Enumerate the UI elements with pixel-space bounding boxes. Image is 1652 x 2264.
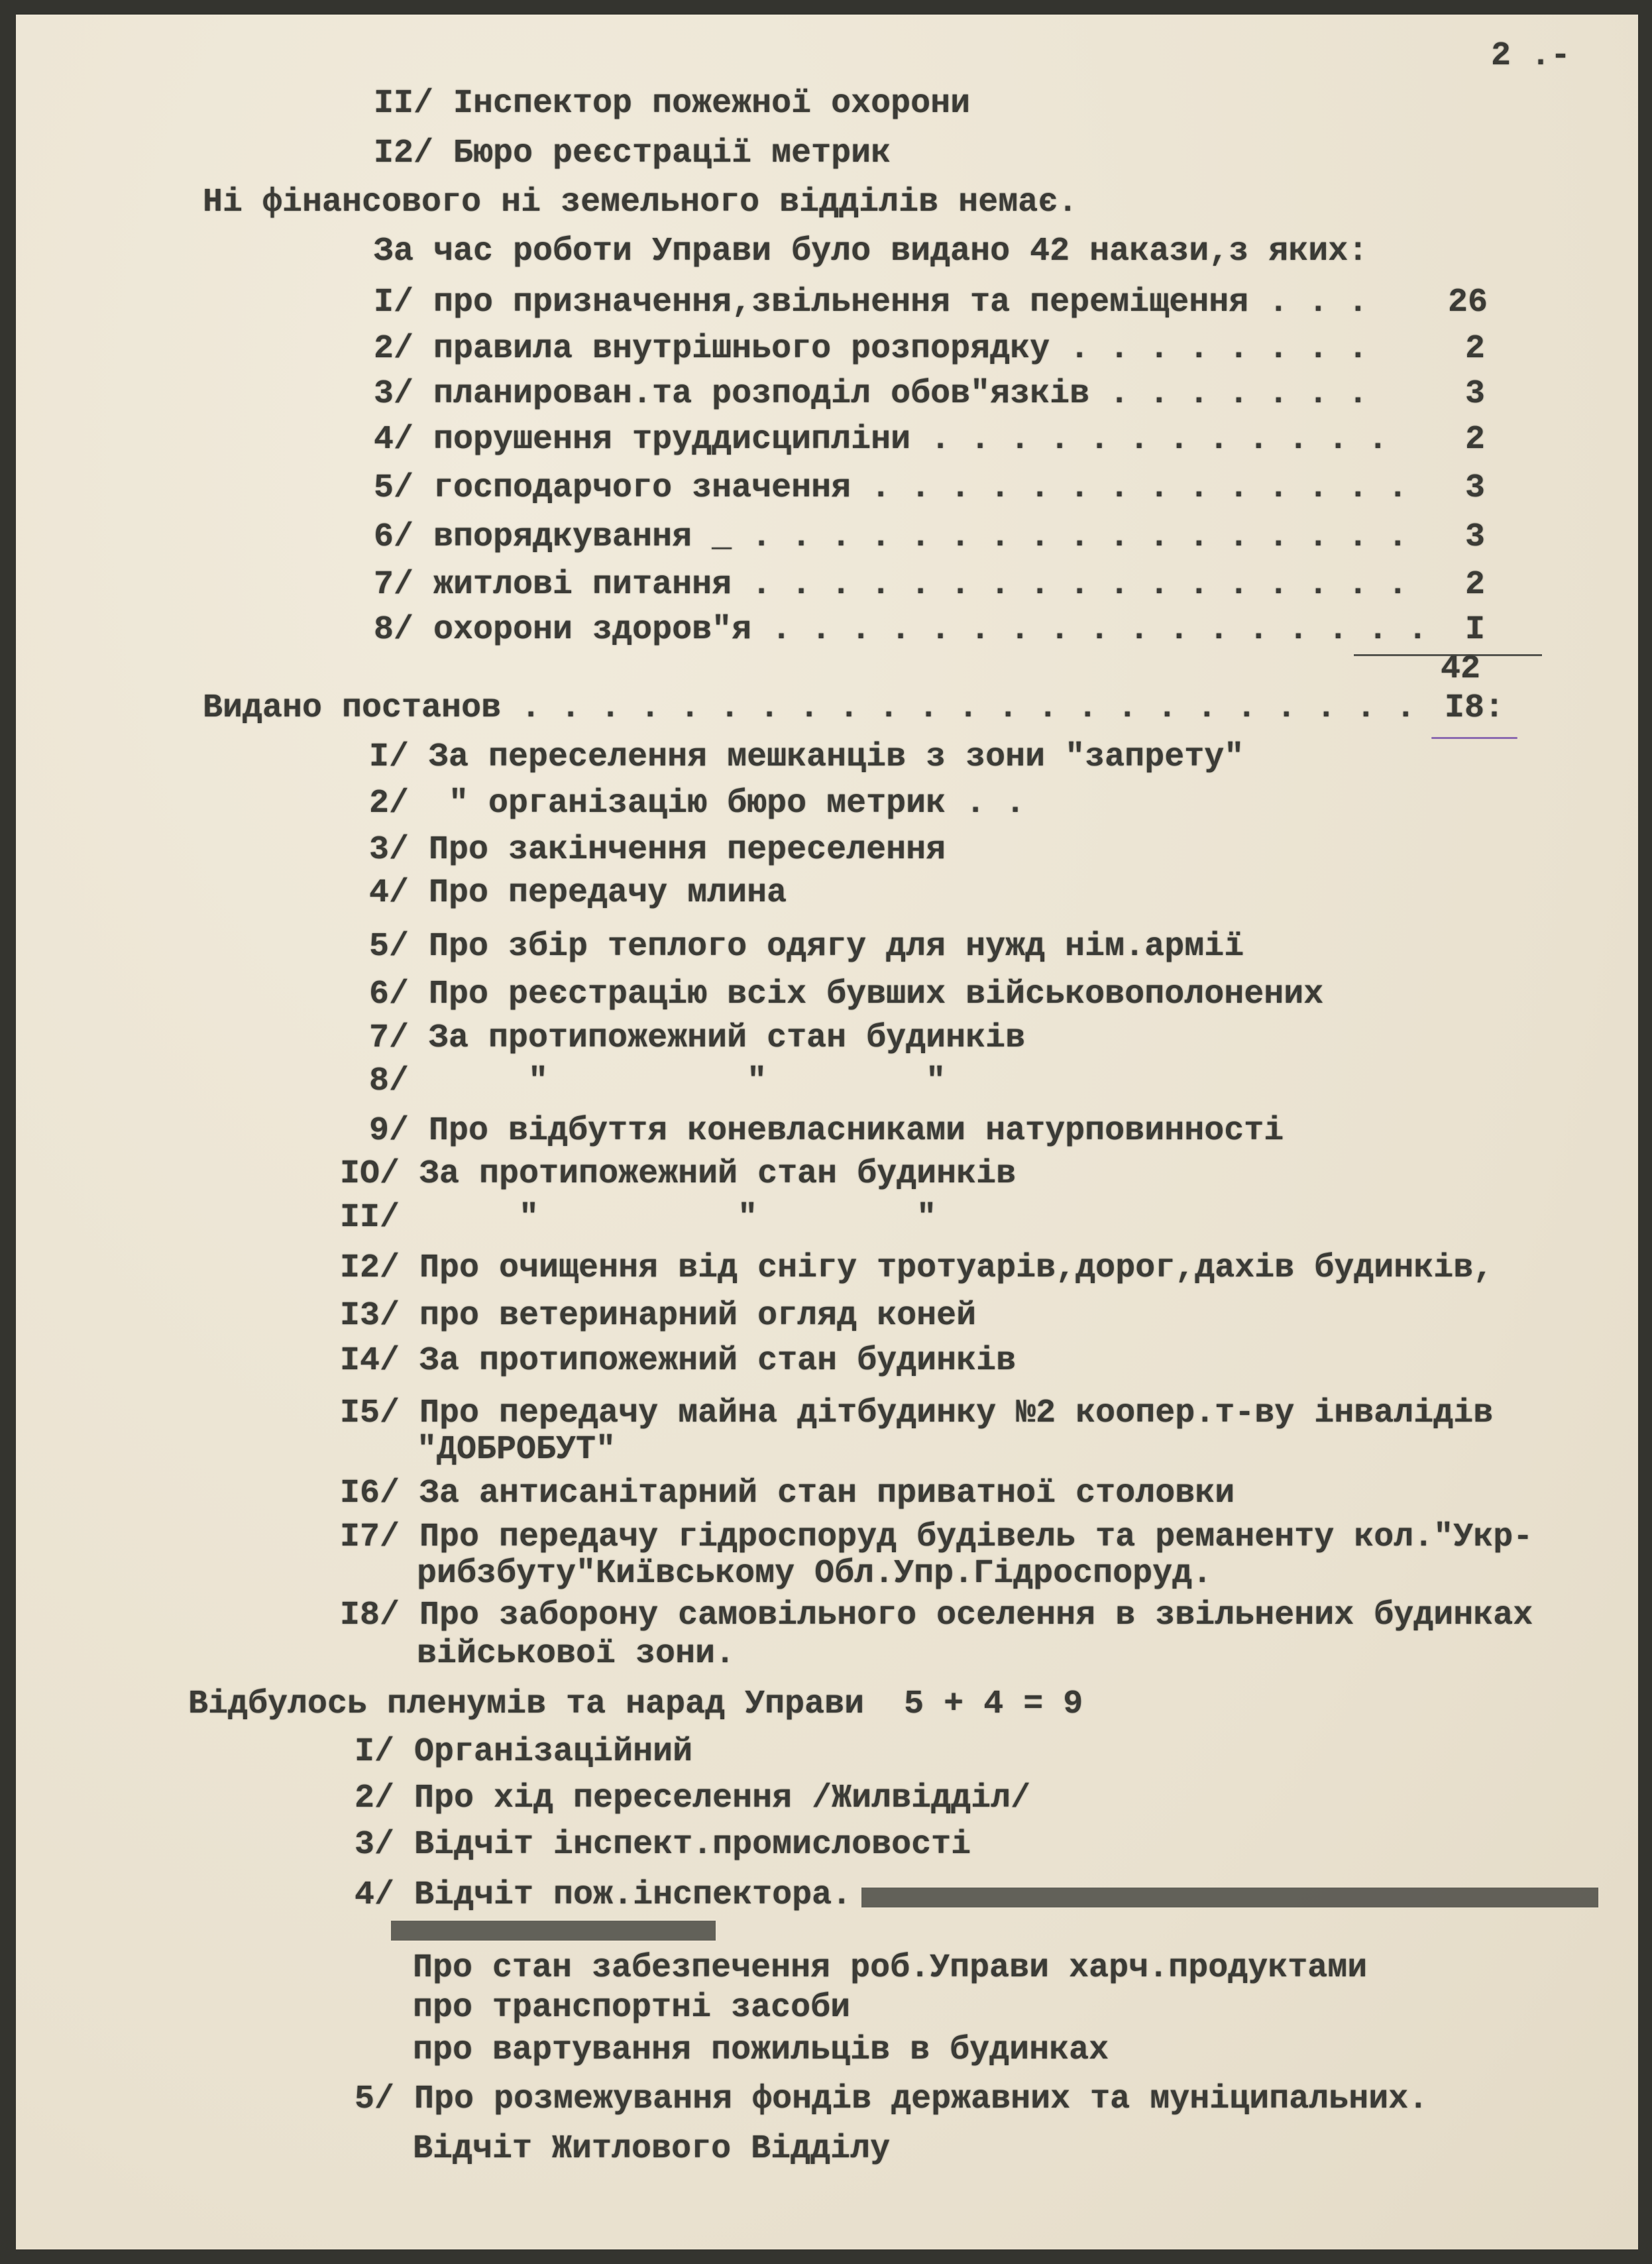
- resolution-item: 4/ Про передачу млина: [369, 874, 787, 912]
- order-item-label: 4/ порушення труддисципліни . . . . . . . . . . . .: [374, 421, 1388, 459]
- order-item-label: I/ про призначення,звільнення та переміщення . . .: [374, 284, 1368, 321]
- order-item-count: 26: [1448, 284, 1488, 321]
- department-line: I2/ Бюро реєстрації метрик: [374, 135, 891, 172]
- meeting-item: I/ Організаційний: [355, 1733, 693, 1771]
- resolution-item: 6/ Про реєстрацію всіх бувших військовополонених: [369, 976, 1324, 1013]
- order-item-label: 2/ правила внутрішнього розпорядку . . . . . . . .: [374, 330, 1368, 368]
- resolution-item-continuation: рибзбуту"Київському Обл.Упр.Гідроспоруд.: [417, 1555, 1213, 1593]
- order-item-count: 2: [1465, 566, 1486, 604]
- resolution-item: 9/ Про відбуття коневласниками натурповинності: [369, 1112, 1284, 1150]
- orders-intro: За час роботи Управи було видано 42 накази,з яких:: [374, 233, 1368, 270]
- resolution-item: I8/ Про заборону самовільного оселення в звільнених будинках: [340, 1597, 1533, 1634]
- resolution-item-continuation: "ДОБРОБУТ": [417, 1431, 616, 1469]
- overtyped-text: [391, 1921, 716, 1941]
- page-number: 2 .-: [1491, 37, 1571, 75]
- meeting-item: 2/ Про хід переселення /Жилвідділ/: [355, 1780, 1031, 1817]
- order-item-label: 6/ впорядкування _ . . . . . . . . . . . . . . . . .: [374, 518, 1408, 556]
- ink-underline: [1431, 737, 1517, 739]
- resolution-item: 3/ Про закінчення переселення: [369, 831, 946, 869]
- resolution-item: I2/ Про очищення від снігу тротуарів,дорог,дахів будинків,: [340, 1249, 1494, 1287]
- meeting-item: 3/ Відчіт інспект.промисловості: [355, 1826, 971, 1864]
- resolution-item: 5/ Про збір теплого одягу для нужд нім.армії: [369, 928, 1244, 966]
- orders-total: 42: [1441, 650, 1481, 688]
- department-line: II/ Інспектор пожежної охорони: [374, 85, 971, 123]
- resolution-item: I3/ про ветеринарний огляд коней: [340, 1297, 977, 1335]
- resolution-item-continuation: військової зони.: [417, 1635, 736, 1673]
- resolution-item: IO/ За протипожежний стан будинків: [340, 1155, 1017, 1193]
- meeting-subitem: Про стан забезпечення роб.Управи харч.продуктами: [413, 1949, 1368, 1987]
- resolution-item: 8/ " " ": [369, 1062, 946, 1100]
- meetings-heading: Відбулось пленумів та нарад Управи 5 + 4 = 9: [188, 1685, 1083, 1723]
- resolution-item: 7/ За протипожежний стан будинків: [369, 1019, 1026, 1057]
- resolution-item: I5/ Про передачу майна дітбудинку №2 коопер.т-ву інвалідів: [340, 1394, 1494, 1432]
- meeting-subitem: про вартування пожильців в будинках: [413, 2031, 1109, 2069]
- resolution-item: 2/ " організацію бюро метрик . .: [369, 785, 1026, 822]
- order-item-label: 3/ планирован.та розподіл обов"язків . . . . . . .: [374, 375, 1368, 413]
- order-item-count: 3: [1465, 518, 1486, 556]
- meeting-subitem: Відчіт Житлового Відділу: [413, 2130, 891, 2168]
- resolution-item: I7/ Про передачу гідроспоруд будівель та реманенту кол."Укр-: [340, 1518, 1533, 1556]
- meeting-subitem: про транспортні засоби: [413, 1989, 851, 2027]
- resolutions-heading: Видано постанов . . . . . . . . . . . . . . . . . . . . . . .: [203, 689, 1416, 727]
- order-item-count: 3: [1465, 469, 1486, 507]
- order-item-label: 8/ охорони здоров"я . . . . . . . . . . . . . . . . .: [374, 611, 1428, 649]
- order-item-label: 5/ господарчого значення . . . . . . . . . . . . . .: [374, 469, 1408, 507]
- meeting-item: 5/ Про розмежування фондів державних та муніципальних.: [355, 2080, 1429, 2118]
- overtyped-text: [861, 1888, 1598, 1907]
- order-item-count: 2: [1465, 330, 1486, 368]
- resolution-item: I4/ За протипожежний стан будинків: [340, 1342, 1017, 1380]
- resolutions-count: I8:: [1445, 689, 1505, 727]
- order-item-count: 2: [1465, 421, 1486, 459]
- no-departments-note: Ні фінансового ні земельного відділів немає.: [203, 184, 1078, 221]
- resolution-item: II/ " " ": [340, 1199, 937, 1237]
- order-item-label: 7/ житлові питання . . . . . . . . . . . . . . . . .: [374, 566, 1408, 604]
- order-item-count: I: [1465, 611, 1486, 649]
- resolution-item: I6/ За антисанітарний стан приватної столовки: [340, 1475, 1235, 1512]
- meeting-item: 4/ Відчіт пож.інспектора.: [355, 1876, 852, 1914]
- resolution-item: I/ За переселення мешканців з зони "запрету": [369, 738, 1244, 776]
- order-item-count: 3: [1465, 375, 1486, 413]
